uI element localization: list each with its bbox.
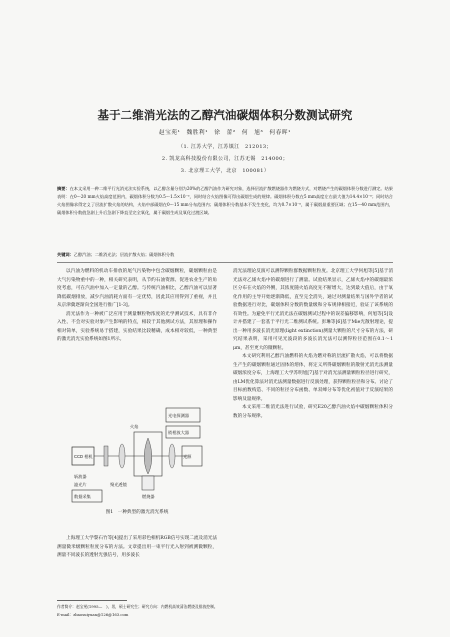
detector-label: 光电探测器 (168, 413, 189, 418)
abstract-text: 在本文采用一种二维平行光消光法实验系统，以乙醇含量分别为20%的乙醇汽油作为研究对象，选择层流扩散燃烧器作为燃烧方式，对燃烧产生的碳烟体积分数进行测定。结果表明：在0～20 mm火焰高度范围内，碳烟体积分数为0.5～1.5×10⁻⁶，同时结合火焰图像可得出碳烟生成的规律。碳烟体积分数在5 mm高度左右最大值为14.4×10⁻⁶；同时结合火焰图像求得定义了层流扩散火焰的结构，火焰中部碳烟在0～15 mm分布范围内；碳烟体积分数基本不发生变化，均为0.7×10⁻⁶，属于碳烟最重要区域；在15～40 mm范围内，碳烟体积分数值急剧上升后急剧下降直至完全氧化，属于碳烟生成及氧化过渡区域。 (57, 186, 393, 216)
left-column (57, 268, 217, 345)
footnote-divider (57, 600, 127, 601)
paragraph: 消光法理论反演可以测得颗粒群数据颗粒粒度。北京理工大学何旭等[5]基于消光法对乙烯火焰中的碳烟进行了测量。试验结果显示，乙烯火焰中的碳烟最浓区分布在火焰的外侧，其浓度随火焰高度先不断增大，达到最大值后，由于氧化作用的主导开始逐渐降低，直至完全消失，通过对测量结果与国外学者的试验数据进行对比，碳烟体积分数的数量级和分布规律相接近，验证了该系统的有效性。为避免平行光消光法在碳烟测试过程中的误差偏移影响，何旭等[5]设计并搭建了一套基于平行光二维测试系统。彭琳等[6]基于Mie光散射理论，提出一种用多波长消光原理(light extinction)测量大颗粒的尺寸分布的方法，研究结果表明，采用可见光波段的多波长消光法可以测得粒径范围在0.1～1 μm，甚至更大的微颗粒。 (233, 269, 393, 351)
right-column (233, 268, 393, 421)
keywords-text: 乙醇汽油；二维消光法；层流扩散火焰；碳烟体积分数 (73, 252, 175, 257)
affiliation-2: 2. 凯龙高科技股份有限公司，江苏无锡 214000； (161, 156, 289, 162)
chopper-label: 斩波器 (74, 474, 87, 479)
paragraph: 以汽油为燃料的机动车排放的尾气污染物中包含碳烟颗粒，碳烟颗粒由是大气污染物重中的一种，相关研究表明，从节约石油资源、促进农业生产的角度考虑，可在汽油中加入一定量的乙醇。与传统汽油相比，乙醇汽油可以显著降低碳烟排放，减少汽油消耗方面有一定优势，因此其应用得到了重视，并且从京津冀逐渐向全国进行推广[1-3]。 (57, 269, 217, 308)
abstract-label: 摘要： (57, 186, 70, 191)
keywords (57, 251, 393, 258)
affiliation-1: （1. 江苏大学，江苏镇江 212013； (178, 144, 272, 150)
flame-shape (144, 438, 152, 474)
figure-caption: 图1 一种典型的激光消光系统 (105, 510, 169, 515)
filter-label: 滤光片 (74, 482, 87, 487)
affiliation-3: 3. 北京理工大学，北京 100081） (180, 168, 270, 174)
light-source-label: 光源 (183, 454, 192, 459)
filter-element (104, 446, 108, 466)
paragraph: 上海理工大学黎石竹等[4]提出了采用彩色相机RGB信号实现二流及消光法测量微米级颗粒粒度分布的方法。文章提出用一束平行光入射到被测微颗粒，测量不同波长的透射光强信号，用多波长 (57, 536, 217, 558)
lens-element (119, 444, 125, 468)
abstract (57, 185, 393, 217)
paper-title: 基于二维消光法的乙醇汽油碳烟体积分数测试研究 (97, 108, 353, 122)
section-divider (57, 262, 393, 263)
author-list: 赵宝苑¹ 魏胜利¹ 徐 蕾² 何 旭³ 何春晖¹ (159, 130, 291, 136)
collimating-lens (169, 444, 175, 468)
burner-base (142, 476, 154, 490)
lens-label: 聚光透镜 (110, 482, 127, 487)
ccd-label: CCD 相机 (74, 454, 93, 459)
left-column-bottom (57, 535, 217, 561)
data-acquisition-label: 数据采集 (74, 494, 91, 499)
email-footnote: E-mail：zbaosuiyuan@126@163.com (57, 612, 129, 617)
paragraph: 消光法作为一种被广泛应用于测量颗粒物浓度的光学测试技术，具有非介入性、不会对实验对象产生影响的特点，相较于其他测试方法，其原理和操作相对简单，实验系统易于搭建，实验结果比较精确，成本相对较低，一种典型的激光消光实验系统如图1所示。 (57, 311, 217, 342)
amplifier-label: 锁相放大器 (168, 430, 189, 435)
keywords-label: 关键词： (57, 252, 74, 257)
paragraph: 本文研究利用乙醇汽油燃料的火焰为燃对称的层流扩散火焰，可以将数据生产生的碳烟颗粒通过固体的熔体，将定义所得碳烟颗粒的散射光消光法测量碳烟浓度分布，上海理工大学苏明旭[7]基于对消光法测量颗粒粒径进行研究，由LM优化算法对消光法测量数据进行反演处理，获得颗粒粒径和分布。讨论了目标函数构造、不同的粒径分布函数、单双峰分布等优化初值对于反演结果的影响及量规律。 (233, 354, 393, 402)
author-footnote: 作者简介：赵宝苑(1995— )，男，硕士研究生；研究方向：内燃机高效清洁燃烧及排放控制。 (57, 604, 218, 609)
figure-1-diagram (70, 402, 205, 507)
paragraph: 本文采用二维消光法进行试验，研究E20乙醇汽油火焰中碳烟颗粒体积分数的分布规律。 (233, 405, 393, 419)
burner-label: 燃烧器 (142, 494, 155, 499)
flame-label: 火焰 (130, 424, 139, 429)
